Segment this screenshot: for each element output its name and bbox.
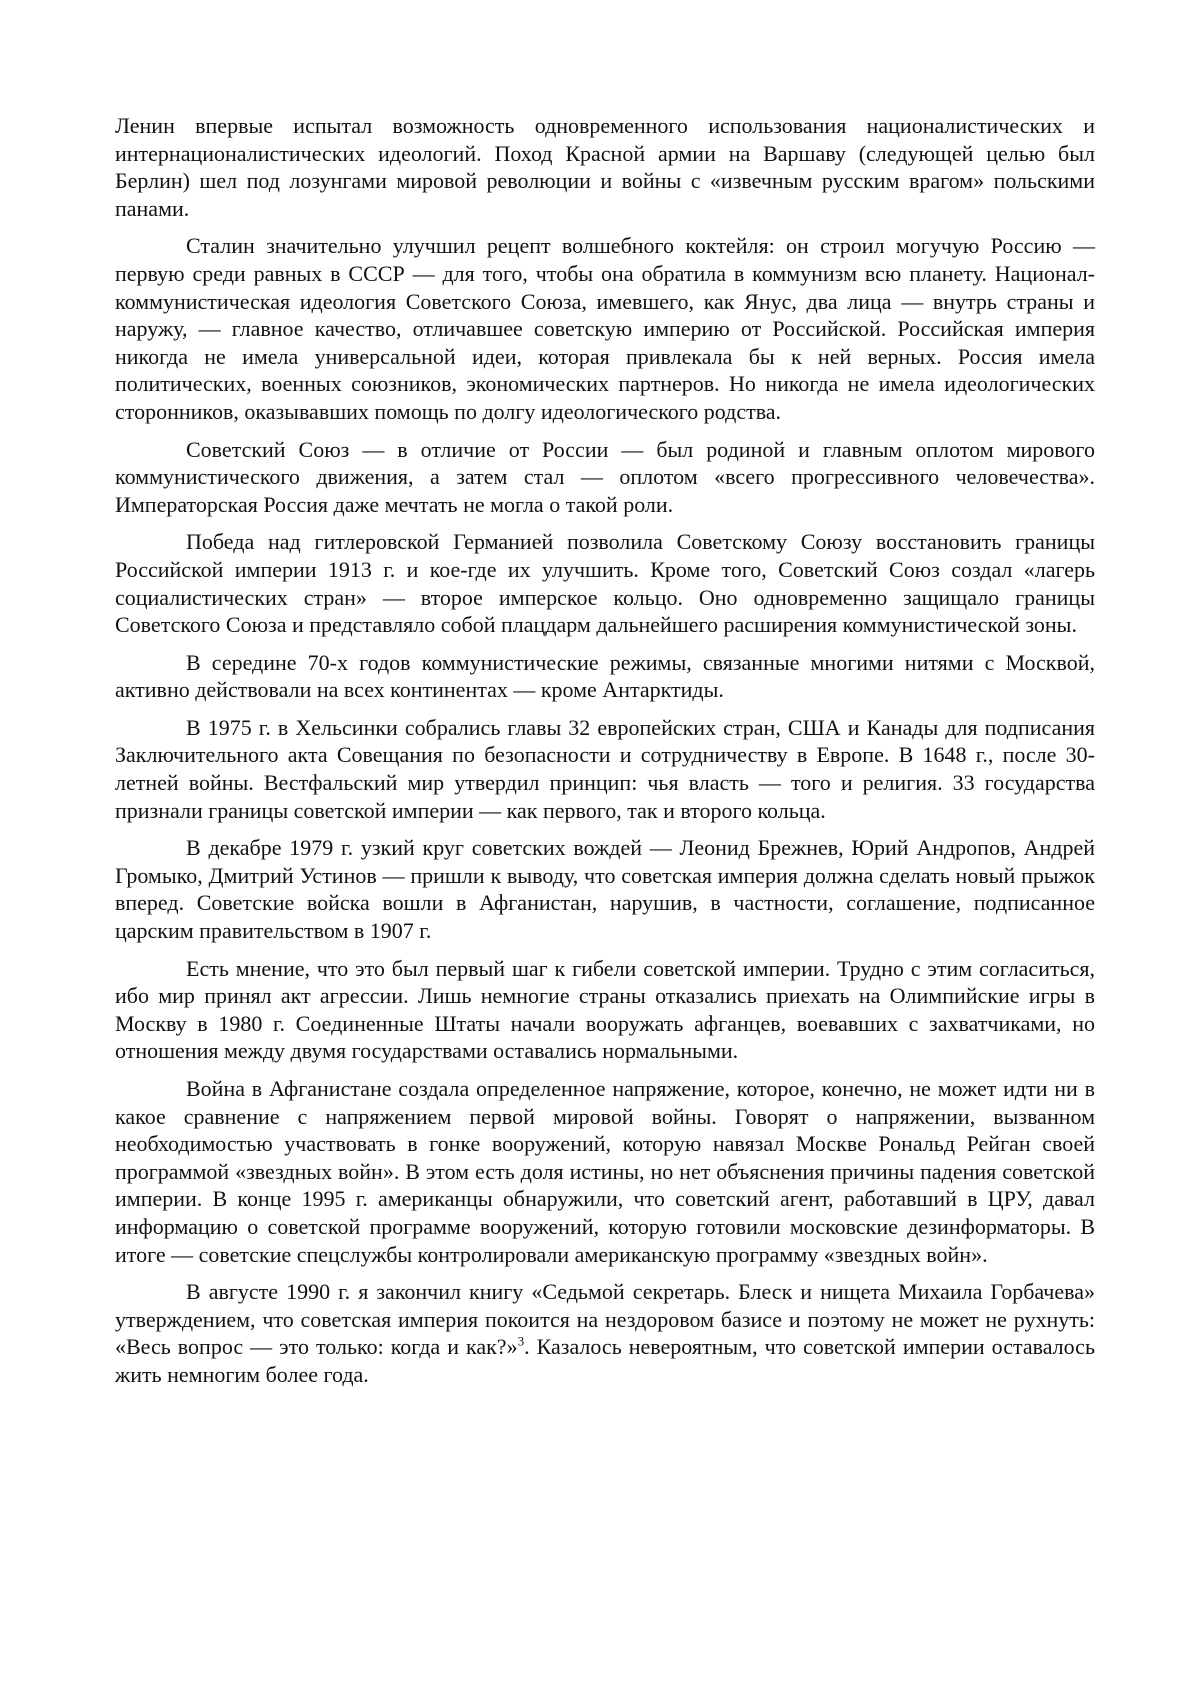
paragraph-5: В середине 70-х годов коммунистические режимы, связанные многими нитями с Москвой, активно действовали на всех континентах — кроме Антарктиды. (115, 649, 1095, 703)
paragraph-10-text-after-footnote: . Казалось невероятным, что советской империи оставалось жить немногим более года. (115, 1334, 1095, 1387)
footnote-reference[interactable]: 3 (517, 1334, 525, 1350)
paragraph-9: Война в Афганистане создала определенное напряжение, которое, конечно, не может идти ни в какое сравнение с напряжением первой мировой войны. Говорят о напряжении, вызванном необходимостью участвовать в гонке вооружений, которую навязал Москве Рональд Рейган своей программой «звездных войн». В этом есть доля истины, но нет объяснения причины падения советской империи. В конце 1995 г. американцы обнаружили, что советский агент, работавший в ЦРУ, давал информацию о советской программе вооружений, которую готовили московские дезинформаторы. В итоге — советские спецслужбы контролировали американскую программу «звездных войн». (115, 1076, 1095, 1267)
paragraph-4: Победа над гитлеровской Германией позволила Советскому Союзу восстановить границы Российской империи 1913 г. и кое-где их улучшить. Кроме того, Советский Союз создал «лагерь социалистических стран» — второе имперское кольцо. Оно одновременно защищало границы Советского Союза и представляло собой плацдарм дальнейшего расширения коммунистической зоны. (115, 529, 1095, 638)
paragraph-10-text-before-footnote: В августе 1990 г. я закончил книгу «Седьмой секретарь. Блеск и нищета Михаила Горбачева» утверждением, что советская империя покоится на нездоровом базисе и поэтому не может не рухнуть: «Весь вопрос — это только: когда и как?» (115, 1279, 1095, 1360)
paragraph-3: Советский Союз — в отличие от России — был родиной и главным оплотом мирового коммунистического движения, а затем стал — оплотом «всего прогрессивного человечества». Императорская Россия даже мечтать не могла о такой роли. (115, 436, 1095, 517)
paragraph-10 (115, 1278, 1095, 1388)
paragraph-6: В 1975 г. в Хельсинки собрались главы 32 европейских стран, США и Канады для подписания Заключительного акта Совещания по безопасности и сотрудничеству в Европе. В 1648 г., после 30-летней войны. Вестфальский мир утвердил принцип: чья власть — того и религия. 33 государства признали границы советской империи — как первого, так и второго кольца. (115, 714, 1095, 823)
paragraph-7: В декабре 1979 г. узкий круг советских вождей — Леонид Брежнев, Юрий Андропов, Андрей Громыко, Дмитрий Устинов — пришли к выводу, что советская империя должна сделать новый прыжок вперед. Советские войска вошли в Афганистан, нарушив, в частности, соглашение, подписанное царским правительством в 1907 г. (115, 835, 1095, 944)
body-text (115, 112, 1095, 1389)
paragraph-2: Сталин значительно улучшил рецепт волшебного коктейля: он строил могучую Россию — первую среди равных в СССР — для того, чтобы она обратила в коммунизм всю планету. Национал-коммунистическая идеология Советского Союза, имевшего, как Янус, два лица — внутрь страны и наружу, — главное качество, отличавшее советскую империю от Российской. Российская империя никогда не имела универсальной идеи, которая привлекала бы к ней верных. Россия имела политических, военных союзников, экономических партнеров. Но никогда не имела идеологических сторонников, оказывавших помощь по долгу идеологического родства. (115, 233, 1095, 424)
paragraph-8: Есть мнение, что это был первый шаг к гибели советской империи. Трудно с этим согласиться, ибо мир принял акт агрессии. Лишь немногие страны отказались приехать на Олимпийские игры в Москву в 1980 г. Соединенные Штаты начали вооружать афганцев, воевавших с захватчиками, но отношения между двумя государствами оставались нормальными. (115, 955, 1095, 1064)
paragraph-1: Ленин впервые испытал возможность одновременного использования националистических и интернационалистических идеологий. Поход Красной армии на Варшаву (следующей целью был Берлин) шел под лозунгами мировой революции и войны с «извечным русским врагом» польскими панами. (115, 113, 1095, 221)
